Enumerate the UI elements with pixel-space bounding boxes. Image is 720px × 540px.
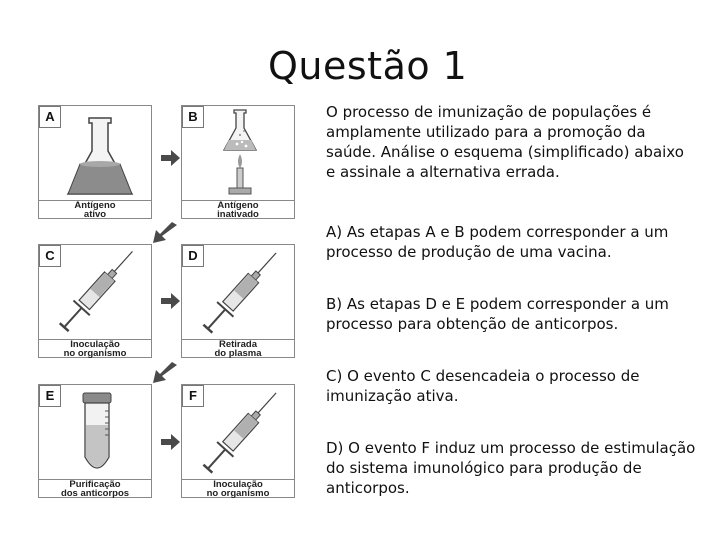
arrow-right-icon bbox=[161, 434, 181, 450]
panel-b bbox=[181, 105, 295, 219]
panel-caption bbox=[39, 339, 151, 357]
arrow-down-left-icon bbox=[152, 362, 178, 384]
option-a: A) As etapas A e B podem corresponder a um processo de produção de uma vacina. bbox=[326, 223, 669, 261]
option-b: B) As etapas D e E podem corresponder a um processo para obtenção de anticorpos. bbox=[326, 295, 669, 333]
arrow-down-left-icon bbox=[152, 222, 178, 244]
panel-letter: F bbox=[182, 385, 204, 407]
arrow-right-icon bbox=[161, 150, 181, 166]
question-statement: O processo de imunização de populações é amplamente utilizado para a promoção da saúde. Análise o esquema (simplificado) abaixo e assinale a alternativa errada. bbox=[326, 103, 684, 181]
caption-line: no organismo bbox=[63, 347, 127, 359]
caption-line: dos anticorpos bbox=[60, 487, 130, 499]
caption-line: do plasma bbox=[214, 347, 262, 359]
caption-line: Antígeno bbox=[217, 200, 259, 211]
option-d: D) O evento F induz um processo de estimulação do sistema imunológico para produção de anticorpos. bbox=[326, 439, 696, 497]
panel-letter: A bbox=[39, 106, 61, 128]
panel-caption bbox=[182, 479, 294, 497]
panel-letter: C bbox=[39, 245, 61, 267]
panel-letter: E bbox=[39, 385, 61, 407]
caption-line: Purificação bbox=[69, 479, 121, 490]
panel-letter: D bbox=[182, 245, 204, 267]
page-title: Questão 1 bbox=[268, 44, 468, 88]
panel-e bbox=[38, 384, 152, 498]
panel-a bbox=[38, 105, 152, 219]
caption-line: ativo bbox=[83, 208, 107, 220]
panel-f bbox=[181, 384, 295, 498]
caption-line: Inoculação bbox=[70, 339, 120, 350]
panel-d bbox=[181, 244, 295, 358]
caption-line: no organismo bbox=[206, 487, 270, 499]
caption-line: inativado bbox=[217, 208, 259, 220]
panel-caption bbox=[39, 479, 151, 497]
panel-caption bbox=[39, 200, 151, 218]
panel-caption bbox=[182, 339, 294, 357]
arrow-right-icon bbox=[161, 293, 181, 309]
caption-line: Antígeno bbox=[74, 200, 116, 211]
panel-c bbox=[38, 244, 152, 358]
option-c: C) O evento C desencadeia o processo de imunização ativa. bbox=[326, 367, 640, 405]
caption-line: Retirada bbox=[218, 339, 257, 350]
panel-caption bbox=[182, 200, 294, 218]
caption-line: Inoculação bbox=[213, 479, 263, 490]
panel-letter: B bbox=[182, 106, 204, 128]
